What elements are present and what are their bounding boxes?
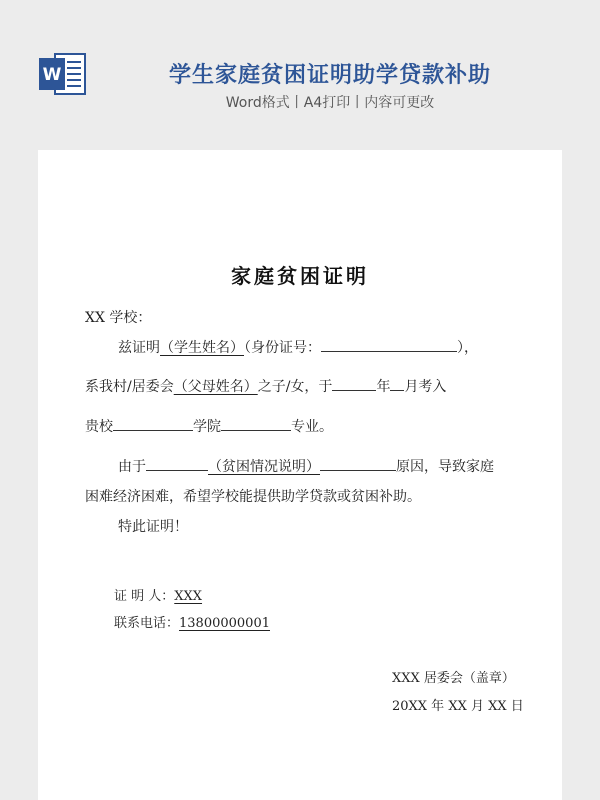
reason-blank-right — [320, 456, 396, 471]
p2-text-b: 之子/女，于 — [257, 379, 333, 395]
id-number-blank — [321, 337, 457, 352]
paragraph-2 — [85, 376, 446, 396]
parent-name-field: （父母姓名） — [173, 379, 258, 395]
p3-text-c: 专业。 — [291, 419, 333, 435]
paragraph-4 — [118, 456, 494, 476]
p2-text-a: 系我村/居委会 — [85, 379, 174, 395]
paragraph-1 — [118, 337, 478, 357]
p3-text-b: 学院 — [193, 419, 221, 435]
p1-text-b: （身份证号： — [244, 340, 321, 356]
document-title: 家庭贫困证明 — [231, 264, 369, 288]
year-blank — [332, 376, 376, 391]
reason-blank-left — [146, 456, 208, 471]
major-blank — [221, 416, 291, 431]
phone-label: 联系电话： — [114, 616, 180, 631]
salutation: XX 学校： — [85, 310, 152, 326]
page-title: 学生家庭贫困证明助学贷款补助 — [168, 63, 491, 88]
date-line: 20XX 年 XX 月 XX 日 — [392, 699, 524, 714]
p1-text-c: ）， — [457, 340, 478, 356]
phone-value: 13800000001 — [179, 616, 270, 631]
phone-line — [114, 612, 270, 631]
p3-text-a: 贵校 — [85, 419, 113, 435]
reason-field: （贫困情况说明） — [208, 459, 320, 475]
paragraph-3 — [85, 416, 333, 436]
college-blank — [113, 416, 193, 431]
certifier-value: XXX — [174, 589, 203, 604]
p4-text-a: 由于 — [118, 459, 146, 475]
certifier-line — [114, 585, 202, 604]
certifier-label: 证 明 人： — [114, 589, 175, 604]
page-subtitle: Word格式丨A4打印丨内容可更改 — [225, 95, 435, 111]
paragraph-5: 困难经济困难，希望学校能提供助学贷款或贫困补助。 — [85, 489, 421, 505]
paragraph-6: 特此证明！ — [118, 519, 188, 535]
word-icon — [37, 48, 89, 100]
p2-text-c: 年 — [376, 379, 391, 395]
document-page — [38, 150, 562, 800]
p4-text-b: 原因，导致家庭 — [396, 459, 494, 475]
p2-text-d: 月考入 — [404, 379, 447, 395]
student-name-field: （学生姓名） — [160, 340, 244, 356]
svg-text:W: W — [42, 65, 62, 85]
month-blank — [390, 376, 404, 391]
stamp-line: XXX 居委会（盖章） — [392, 671, 515, 686]
p1-text-a: 兹证明 — [118, 340, 160, 356]
header — [0, 0, 600, 150]
